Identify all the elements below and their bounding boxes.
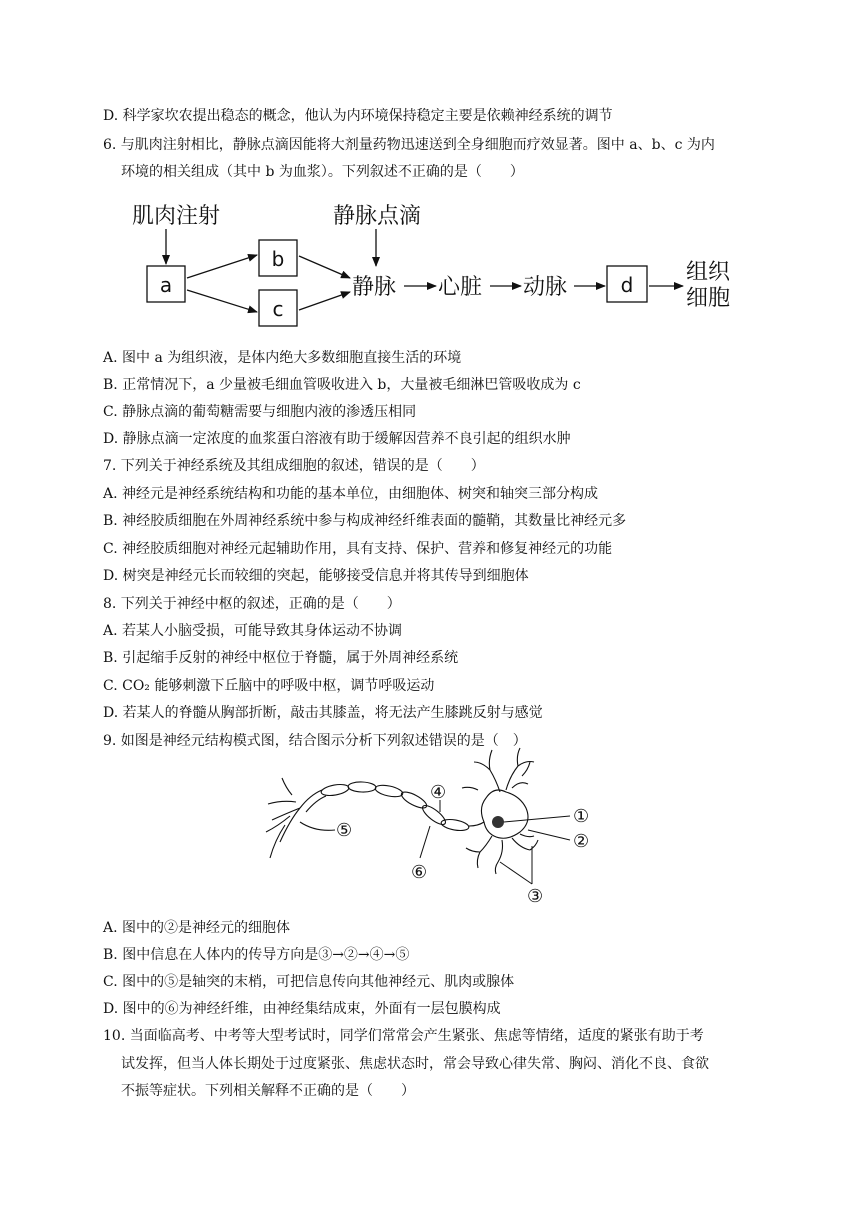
q8-stem: 8. 下列关于神经中枢的叙述，正确的是（ ） xyxy=(103,596,401,612)
tissue-label-line1: 组织 xyxy=(686,260,731,285)
leader-1 xyxy=(504,816,570,822)
q9-stem: 9. 如图是神经元结构模式图，结合图示分析下列叙述错误的是（ ） xyxy=(103,733,527,749)
leader-3a xyxy=(500,862,532,884)
q7-stem: 7. 下列关于神经系统及其组成细胞的叙述，错误的是（ ） xyxy=(103,458,485,474)
q6-option-a: A. 图中 a 为组织液，是体内绝大多数细胞直接生活的环境 xyxy=(103,350,462,366)
neuron-label-2: ② xyxy=(573,831,590,852)
q9-option-c: C. 图中的⑤是轴突的末梢，可把信息传向其他神经元、肌肉或腺体 xyxy=(103,974,515,990)
q8-option-b: B. 引起缩手反射的神经中枢位于脊髓，属于外周神经系统 xyxy=(103,650,459,666)
q9-option-b: B. 图中信息在人体内的传导方向是③→②→④→⑤ xyxy=(103,947,410,963)
box-a-label: a xyxy=(159,273,173,297)
neuron-label-6: ⑥ xyxy=(411,862,428,883)
q8-option-a: A. 若某人小脑受损，可能导致其身体运动不协调 xyxy=(103,623,403,639)
q7-option-b: B. 神经胶质细胞在外周神经系统中参与构成神经纤维表面的髓鞘，其数量比神经元多 xyxy=(103,513,627,529)
q8-option-c: C. CO₂ 能够刺激下丘脑中的呼吸中枢，调节呼吸运动 xyxy=(103,678,435,694)
box-c-label: c xyxy=(272,297,284,321)
neuron-label-5: ⑤ xyxy=(336,820,353,841)
q10-stem-line1: 10. 当面临高考、中考等大型考试时，同学们常常会产生紧张、焦虑等情绪，适度的紧张有助于考 xyxy=(103,1028,704,1044)
q5-option-d: D. 科学家坎农提出稳态的概念，他认为内环境保持稳定主要是依赖神经系统的调节 xyxy=(103,108,613,124)
q7-option-d: D. 树突是神经元长而较细的突起，能够接受信息并将其传导到细胞体 xyxy=(103,568,529,584)
artery-label: 动脉 xyxy=(523,275,568,300)
neuron-label-1: ① xyxy=(573,806,590,827)
q7-option-c: C. 神经胶质细胞对神经元起辅助作用，具有支持、保护、营养和修复神经元的功能 xyxy=(103,541,613,557)
q6-stem-line1: 6. 与肌肉注射相比，静脉点滴因能将大剂量药物迅速送到全身细胞而疗效显著。图中 a、b、c 为内 xyxy=(103,137,715,153)
q7-option-a: A. 神经元是神经系统结构和功能的基本单位，由细胞体、树突和轴突三部分构成 xyxy=(103,486,599,502)
q8-option-d: D. 若某人的脊髓从胸部折断，敲击其膝盖，将无法产生膝跳反射与感觉 xyxy=(103,705,543,721)
q10-stem-line2: 试发挥，但当人体长期处于过度紧张、焦虑状态时，常会导致心律失常、胸闷、消化不良、食欲 xyxy=(121,1056,709,1072)
box-d-label: d xyxy=(620,273,634,297)
iv-drip-label: 静脉点滴 xyxy=(333,204,422,229)
neuron-label-3: ③ xyxy=(527,886,544,907)
q6-stem-line2: 环境的相关组成（其中 b 为血浆）。下列叙述不正确的是（ ） xyxy=(121,164,524,180)
box-b-label: b xyxy=(271,247,285,271)
nucleus xyxy=(492,816,504,828)
q6-option-c: C. 静脉点滴的葡萄糖需要与细胞内液的渗透压相同 xyxy=(103,404,417,420)
heart-label: 心脏 xyxy=(438,275,483,300)
q6-option-d: D. 静脉点滴一定浓度的血浆蛋白溶液有助于缓解因营养不良引起的组织水肿 xyxy=(103,431,571,447)
q9-option-a: A. 图中的②是神经元的细胞体 xyxy=(103,920,291,936)
tissue-label-line2: 细胞 xyxy=(686,286,731,311)
leader-2 xyxy=(528,830,570,840)
vein-label: 静脉 xyxy=(352,275,397,300)
q10-stem-line3: 不振等症状。下列相关解释不正确的是（ ） xyxy=(121,1083,415,1099)
neuron-label-4: ④ xyxy=(430,782,447,803)
leader-6 xyxy=(420,826,430,858)
muscle-injection-label: 肌肉注射 xyxy=(132,204,221,229)
q9-option-d: D. 图中的⑥为神经纤维，由神经集结成束，外面有一层包膜构成 xyxy=(103,1001,501,1017)
q6-option-b: B. 正常情况下，a 少量被毛细血管吸收进入 b，大量被毛细淋巴管吸收成为 c xyxy=(103,377,581,393)
